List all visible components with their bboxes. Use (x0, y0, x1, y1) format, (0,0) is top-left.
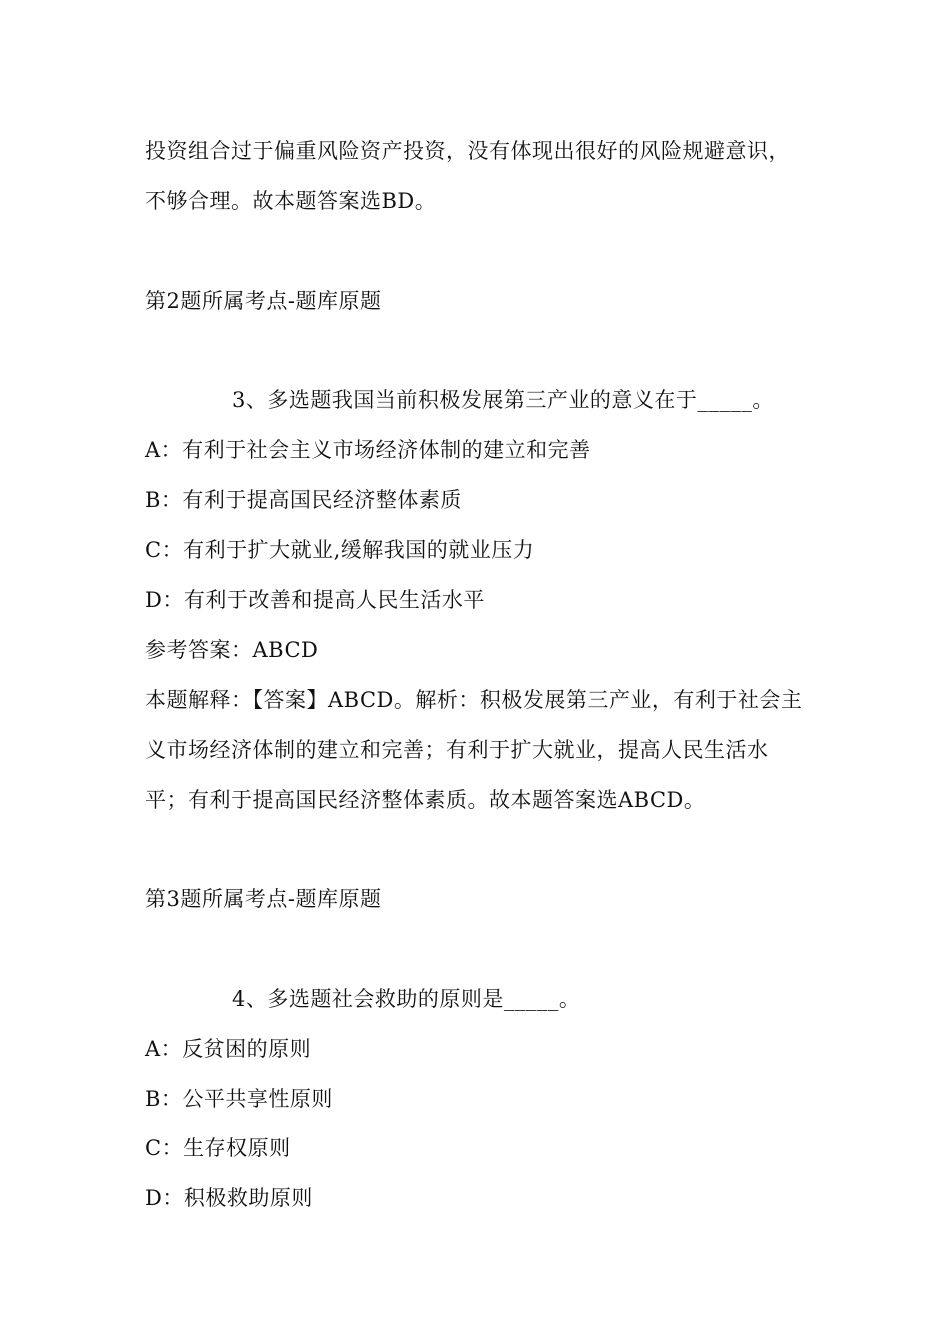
q3-explanation-line-1: 本题解释：【答案】ABCD。解析：积极发展第三产业，有利于社会主 (145, 688, 803, 712)
q3-stem: 3、多选题我国当前积极发展第三产业的意义在于_____。 (232, 388, 774, 412)
q2-topic: 第2题所属考点-题库原题 (145, 289, 382, 313)
q3-explanation-line-2: 义市场经济体制的建立和完善；有利于扩大就业，提高人民生活水 (145, 738, 769, 762)
q3-option-a: A：有利于社会主义市场经济体制的建立和完善 (145, 438, 591, 462)
q4-option-b: B：公平共享性原则 (145, 1087, 333, 1111)
q3-answer: 参考答案：ABCD (145, 638, 319, 662)
q2-explanation-line-1: 投资组合过于偏重风险资产投资，没有体现出很好的风险规避意识， (145, 139, 790, 163)
q2-explanation-line-2: 不够合理。故本题答案选BD。 (145, 189, 437, 213)
q4-stem: 4、多选题社会救助的原则是_____。 (232, 987, 581, 1011)
q4-option-a: A：反贫困的原则 (145, 1037, 312, 1061)
q3-option-d: D：有利于改善和提高人民生活水平 (145, 588, 485, 612)
q4-option-c: C：生存权原则 (145, 1136, 291, 1160)
q4-option-d: D：积极救助原则 (145, 1186, 313, 1210)
q3-option-b: B：有利于提高国民经济整体素质 (145, 488, 462, 512)
q3-explanation-line-3: 平；有利于提高国民经济整体素质。故本题答案选ABCD。 (145, 788, 706, 812)
q3-topic: 第3题所属考点-题库原题 (145, 887, 382, 911)
q3-option-c: C：有利于扩大就业,缓解我国的就业压力 (145, 538, 535, 562)
